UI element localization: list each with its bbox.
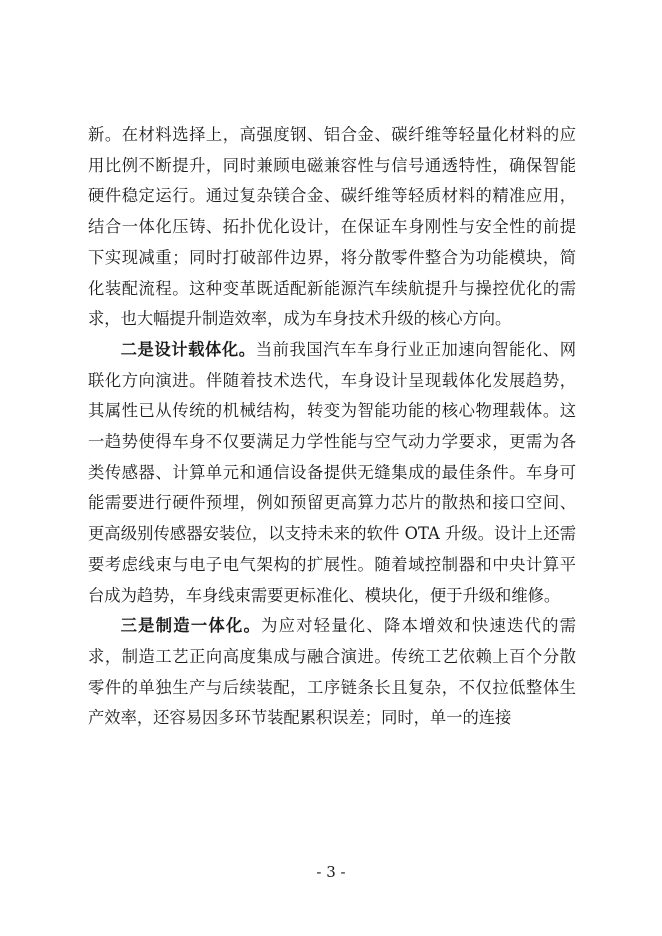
page-number: - 3 - xyxy=(316,863,346,881)
paragraph-text: 为应对轻量化、降本增效和快速迭代的需求，制造工艺正向高度集成与融合演进。传统工艺依赖上百个分散零件的单独生产与后续装配，工序链条长且复杂，不仅拉低整体生产效率，还容易因多环节装配累积误差；同时，单一的连接 xyxy=(88,616,576,728)
paragraph-text: 新。在材料选择上，高强度钢、铝合金、碳纤维等轻量化材料的应用比例不断提升，同时兼顾电磁兼容性与信号通透特性，确保智能硬件稳定运行。通过复杂镁合金、碳纤维等轻质材料的精准应用，结合一体化压铸、拓扑优化设计，在保证车身刚性与安全性的前提下实现减重；同时打破部件边界，将分散零件整合为功能模块，简化装配流程。这种变革既适配新能源汽车续航提升与操控优化的需求，也大幅提升制造效率，成为车身技术升级的核心方向。 xyxy=(88,125,576,329)
paragraph-lead-heading: 三是制造一体化。 xyxy=(120,616,262,636)
paragraph-manufacturing-integration xyxy=(88,611,576,734)
paragraph-continuation xyxy=(88,120,576,335)
body-text xyxy=(88,120,576,734)
paragraph-text: 当前我国汽车车身行业正加速向智能化、网联化方向演进。伴随着技术迭代，车身设计呈现载体化发展趋势，其属性已从传统的机械结构，转变为智能功能的核心物理载体。这一趋势使得车身不仅要满足力学性能与空气动力学要求，更需为各类传感器、计算单元和通信设备提供无缝集成的最佳条件。车身可能需要进行硬件预埋，例如预留更高算力芯片的散热和接口空间、更高级别传感器安装位，以支持未来的软件 OTA 升级。设计上还需要考虑线束与电子电气架构的扩展性。随着域控制器和中央计算平台成为趋势，车身线束需要更标准化、模块化，便于升级和维修。 xyxy=(88,339,576,605)
paragraph-lead-heading: 二是设计载体化。 xyxy=(120,339,256,359)
paragraph-design-carrier xyxy=(88,335,576,611)
